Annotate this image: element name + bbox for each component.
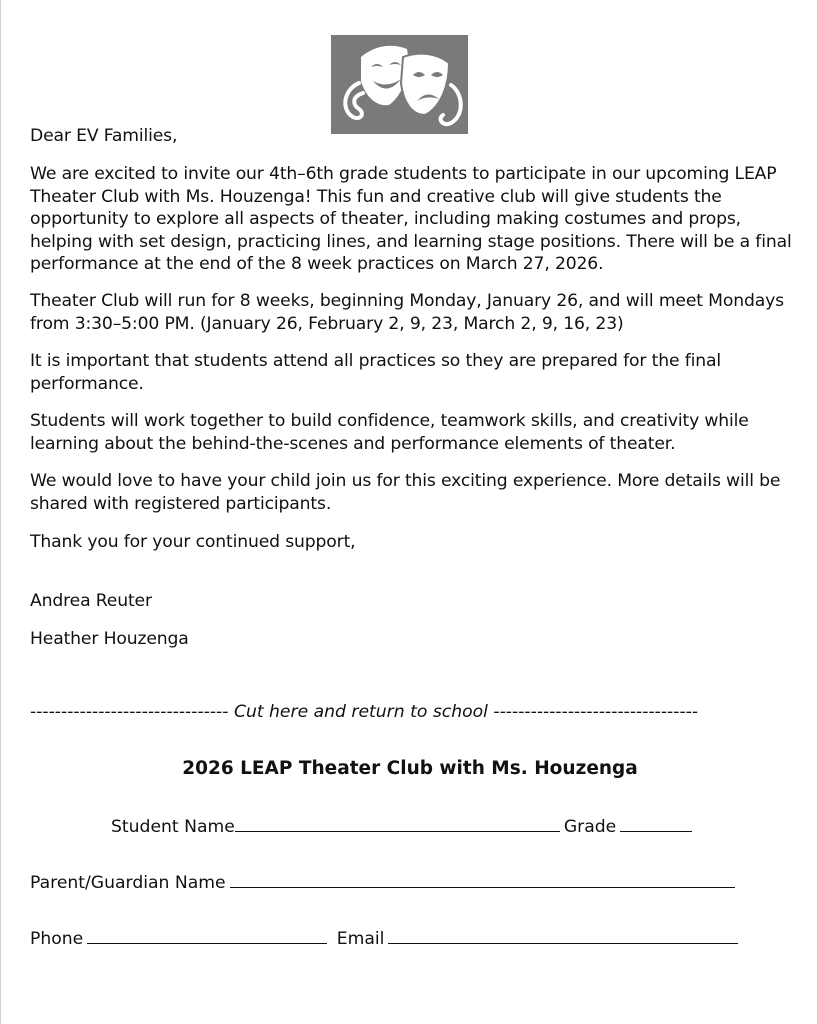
- grade-field[interactable]: [620, 813, 692, 832]
- closing-text: Thank you for your continued support,: [30, 532, 356, 552]
- signer-name: Andrea Reuter: [30, 591, 152, 611]
- parent-name-label: Parent/Guardian Name: [30, 873, 226, 893]
- closing: [30, 531, 800, 554]
- paragraph-text: Theater Club will run for 8 weeks, beginning Monday, January 26, and will meet Mondays from 3:30–5:00 PM. (January 26, February 2, 9, 23, March 2, 9, 16, 23): [30, 291, 784, 334]
- paragraph-text: We are excited to invite our 4th–6th grade students to participate in our upcoming LEAP Theater Club with Ms. Houzenga! This fun and creative club will give students the opportunity to explore all aspects of theater, including making costumes and props, helping with set design, practicing lines, and learning stage positions. There will be a final performance at the end of the 8 week practices on March 27, 2026.: [30, 164, 792, 274]
- paragraph-text: Students will work together to build confidence, teamwork skills, and creativity while learning about the behind-the-scenes and performance elements of theater.: [30, 411, 749, 454]
- paragraph-invite-join: [30, 470, 800, 515]
- phone-field[interactable]: [87, 925, 327, 944]
- signer-2: [30, 628, 800, 651]
- email-label: Email: [336, 929, 385, 949]
- student-name-field[interactable]: [235, 813, 560, 832]
- paragraph-text: It is important that students attend all practices so they are prepared for the final performance.: [30, 351, 721, 394]
- grade-label: Grade: [563, 817, 617, 837]
- contact-row: [30, 925, 742, 951]
- signer-1: [30, 590, 800, 613]
- parent-name-field[interactable]: [230, 869, 735, 888]
- cut-dashes-right: ---------------------------------: [493, 702, 699, 722]
- paragraph-text: We would love to have your child join us for this exciting experience. More details will be shared with registered participants.: [30, 471, 781, 514]
- greeting: [30, 125, 800, 148]
- form-title: 2026 LEAP Theater Club with Ms. Houzenga: [182, 758, 638, 779]
- phone-label: Phone: [30, 929, 84, 949]
- paragraph-schedule: [30, 290, 800, 335]
- paragraph-skills: [30, 410, 800, 455]
- cut-line: [30, 700, 790, 724]
- paragraph-invite: [30, 163, 800, 276]
- greeting-text: Dear EV Families,: [30, 126, 178, 146]
- signer-name: Heather Houzenga: [30, 629, 189, 649]
- student-row: [111, 813, 696, 839]
- cut-text: Cut here and return to school: [233, 702, 488, 722]
- theater-masks-icon: [331, 35, 468, 134]
- email-field[interactable]: [388, 925, 738, 944]
- parent-row: [30, 869, 739, 895]
- cut-dashes-left: --------------------------------: [30, 702, 229, 722]
- student-name-label: Student Name: [111, 817, 235, 837]
- paragraph-attendance: [30, 350, 800, 395]
